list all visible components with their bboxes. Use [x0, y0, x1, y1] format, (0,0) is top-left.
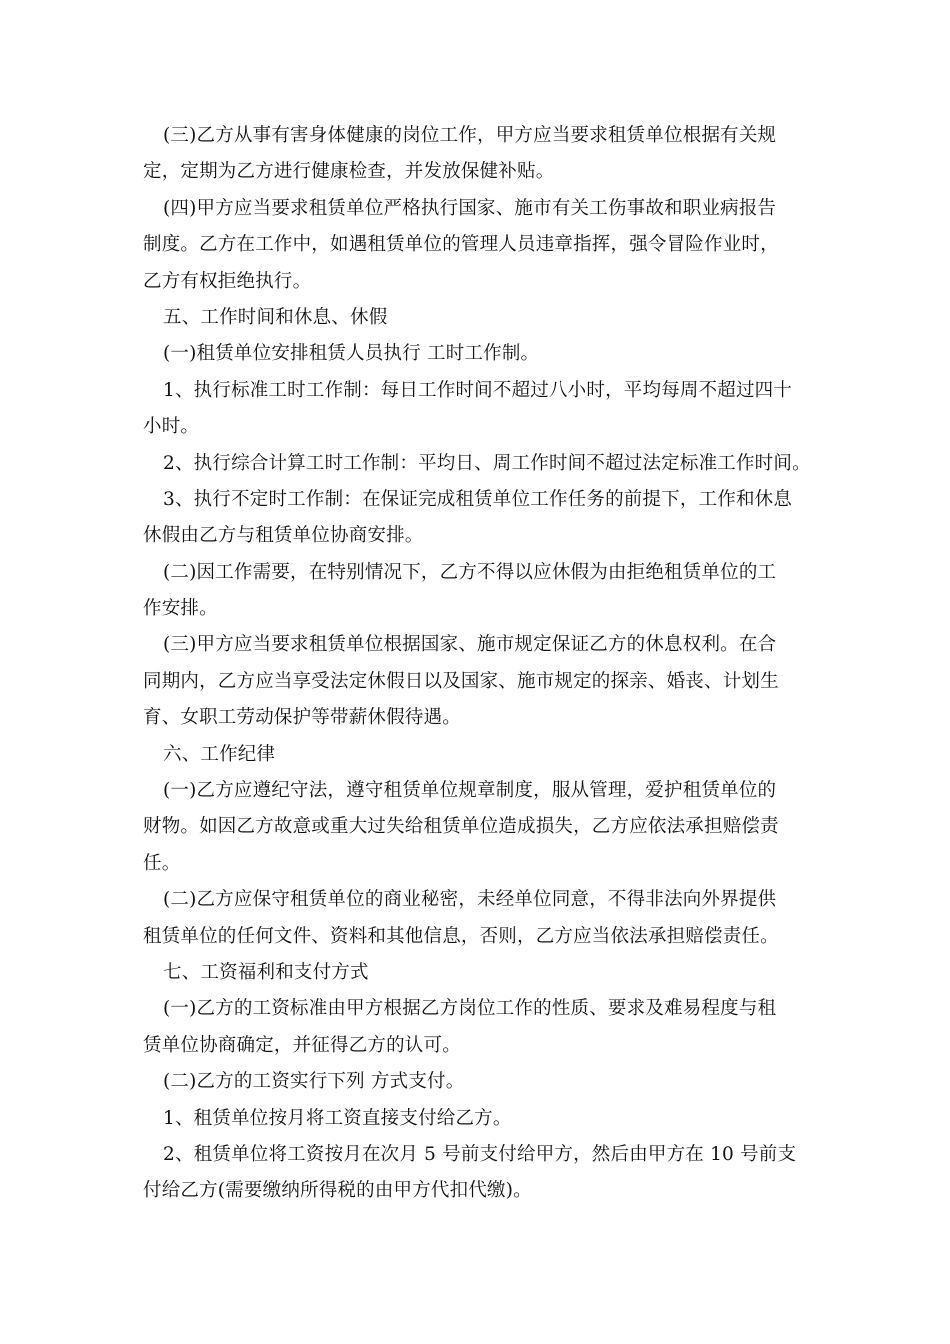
text-line: 2、租赁单位将工资按月在次月 5 号前支付给甲方，然后由甲方在 10 号前支	[163, 1143, 797, 1165]
text-line: 1、租赁单位按月将工资直接支付给乙方。	[163, 1107, 512, 1129]
text-line: 五、工作时间和休息、休假	[163, 306, 388, 328]
text-line: (二)乙方的工资实行下列 方式支付。	[163, 1071, 465, 1093]
text-line: 定，定期为乙方进行健康检查，并发放保健补贴。	[143, 161, 555, 183]
text-line: 乙方有权拒绝执行。	[143, 270, 312, 292]
document-body	[143, 118, 815, 1210]
text-line: 租赁单位的任何文件、资料和其他信息，否则，乙方应当依法承担赔偿责任。	[143, 925, 779, 947]
text-line: (二)乙方应保守租赁单位的商业秘密，未经单位同意，不得非法向外界提供	[163, 889, 777, 911]
text-line: 2、执行综合计算工时工作制：平均日、周工作时间不超过法定标准工作时间。	[163, 452, 811, 474]
text-line: (三)甲方应当要求租赁单位根据国家、施市规定保证乙方的休息权利。在合	[163, 634, 777, 656]
text-line: 作安排。	[143, 598, 218, 620]
text-line: 3、执行不定时工作制：在保证完成租赁单位工作任务的前提下，工作和休息	[163, 488, 793, 510]
text-line: (一)乙方应遵纪守法，遵守租赁单位规章制度，服从管理，爱护租赁单位的	[163, 780, 777, 802]
text-line: 1、执行标准工时工作制：每日工作时间不超过八小时，平均每周不超过四十	[163, 379, 793, 401]
text-line: (一)乙方的工资标准由甲方根据乙方岗位工作的性质、要求及难易程度与租	[163, 998, 777, 1020]
text-line: 六、工作纪律	[163, 743, 276, 765]
text-line: (二)因工作需要，在特别情况下，乙方不得以应休假为由拒绝租赁单位的工	[163, 561, 777, 583]
text-line: 育、女职工劳动保护等带薪休假待遇。	[143, 707, 461, 729]
text-line: (一)租赁单位安排租赁人员执行 工时工作制。	[163, 343, 540, 365]
text-line: 小时。	[143, 416, 200, 438]
text-line: 任。	[143, 852, 181, 874]
text-line: 休假由乙方与租赁单位协商安排。	[143, 525, 424, 547]
text-line: 赁单位协商确定，并征得乙方的认可。	[143, 1034, 461, 1056]
text-line: 付给乙方(需要缴纳所得税的由甲方代扣代缴)。	[143, 1180, 532, 1202]
text-line: 同期内，乙方应当享受法定休假日以及国家、施市规定的探亲、婚丧、计划生	[143, 670, 779, 692]
text-line: 七、工资福利和支付方式	[163, 961, 369, 983]
text-line: 制度。乙方在工作中，如遇租赁单位的管理人员违章指挥，强令冒险作业时，	[143, 234, 779, 256]
text-line: 财物。如因乙方故意或重大过失给租赁单位造成损失，乙方应依法承担赔偿责	[143, 816, 779, 838]
text-line: (三)乙方从事有害身体健康的岗位工作，甲方应当要求租赁单位根据有关规	[163, 125, 777, 146]
text-line: (四)甲方应当要求租赁单位严格执行国家、施市有关工伤事故和职业病报告	[163, 197, 777, 219]
